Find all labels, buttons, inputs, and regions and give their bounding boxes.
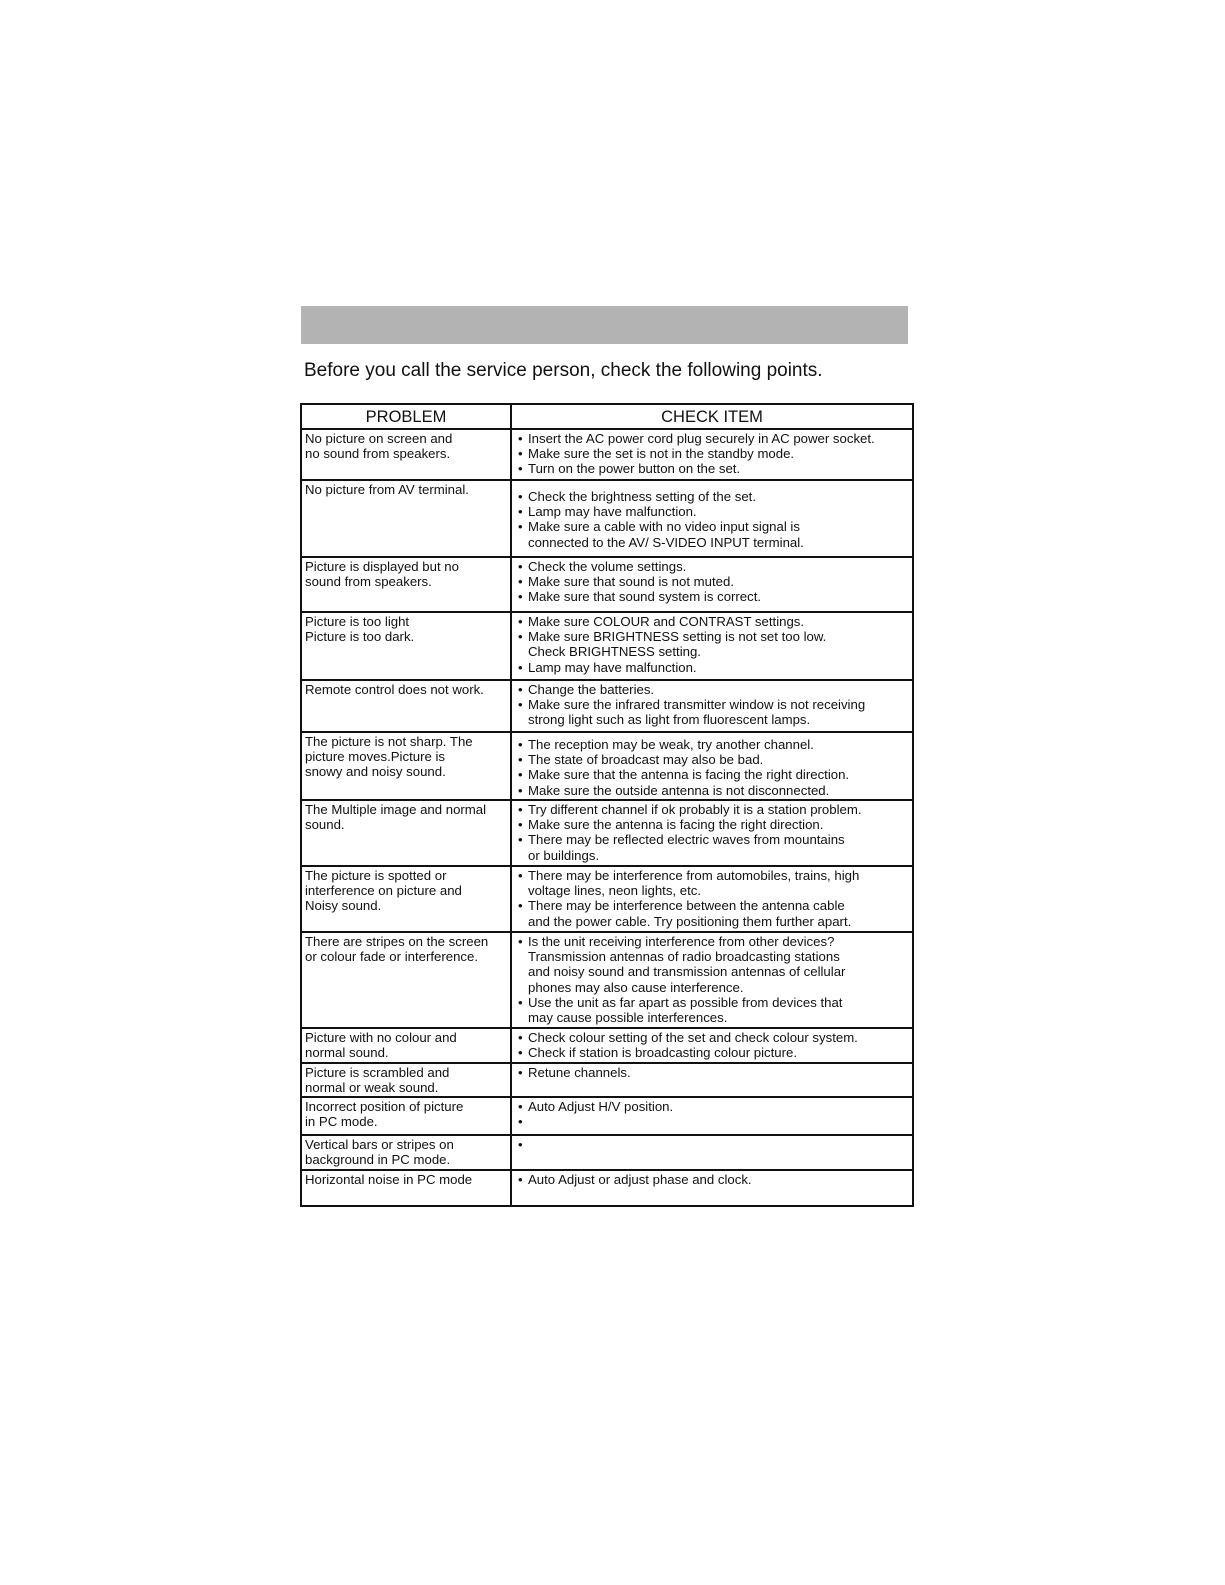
problem-cell <box>301 557 511 612</box>
check-item-text: Check the volume settings. <box>528 559 687 574</box>
check-item <box>518 697 910 727</box>
check-item-continuation: strong light such as light from fluorescent lamps. <box>528 712 811 728</box>
check-item-text: Make sure the outside antenna is not disconnected. <box>528 782 830 798</box>
bullet-icon: • <box>518 817 523 833</box>
check-item-cell <box>511 800 913 866</box>
bullet-icon: • <box>518 898 523 914</box>
check-item-cell <box>511 866 913 932</box>
check-item-text: There may be interference between the antenna cable <box>528 898 845 914</box>
check-item-continuation: phones may also cause interference. <box>528 979 744 995</box>
bullet-icon: • <box>518 589 523 605</box>
check-item-text: Make sure the infrared transmitter window is not receiving <box>528 697 866 713</box>
bullet-icon: • <box>518 614 523 629</box>
bullet-icon: • <box>518 832 523 848</box>
check-item-cell <box>511 557 913 612</box>
bullet-icon: • <box>518 461 523 477</box>
check-list <box>512 558 912 605</box>
problem-text: There are stripes on the screen or colour fade or interference. <box>305 934 489 965</box>
check-item <box>518 1065 910 1080</box>
check-list <box>512 613 912 675</box>
table-row <box>301 429 913 480</box>
check-item-text: Is the unit receiving interference from other devices? <box>528 934 835 949</box>
check-item-continuation: and the power cable. Try positioning them further apart. <box>528 913 852 929</box>
bullet-icon: • <box>518 802 523 817</box>
check-item-continuation: may cause possible interferences. <box>528 1010 728 1026</box>
problem-text: Horizontal noise in PC mode <box>305 1172 473 1187</box>
check-item <box>518 461 910 476</box>
bullet-icon: • <box>518 1099 523 1114</box>
problem-cell <box>301 1028 511 1063</box>
check-item <box>518 995 910 1025</box>
table-row <box>301 932 913 1028</box>
check-list <box>512 1171 912 1187</box>
check-item <box>518 519 910 549</box>
check-item <box>518 1172 910 1187</box>
check-item-text: Retune channels. <box>528 1065 631 1080</box>
problem-text: Incorrect position of picture in PC mode. <box>305 1099 464 1130</box>
check-item-text: Turn on the power button on the set. <box>528 461 741 477</box>
check-item-cell <box>511 1063 913 1097</box>
troubleshooting-table <box>300 403 914 1207</box>
bullet-icon: • <box>518 767 523 783</box>
bullet-icon: • <box>518 1172 523 1187</box>
check-item-cell <box>511 932 913 1028</box>
check-item-cell <box>511 1135 913 1170</box>
check-item-cell <box>511 732 913 800</box>
check-item <box>518 1114 910 1129</box>
check-item-text: Make sure COLOUR and CONTRAST settings. <box>528 614 805 629</box>
bullet-icon: • <box>518 629 523 645</box>
problem-text: Picture is displayed but no sound from speakers. <box>305 559 459 590</box>
check-item-text: Make sure BRIGHTNESS setting is not set too low. <box>528 629 827 645</box>
check-item <box>518 629 910 659</box>
check-item-text: Make sure that the antenna is facing the right direction. <box>528 767 850 783</box>
check-item-continuation: or buildings. <box>528 847 600 863</box>
table-row <box>301 1063 913 1097</box>
bullet-icon: • <box>518 431 523 446</box>
check-item <box>518 783 910 798</box>
check-item-column-header: CHECK ITEM <box>511 404 913 429</box>
check-item <box>518 817 910 832</box>
check-item-text: Try different channel if ok probably it is a station problem. <box>528 802 862 817</box>
problem-cell <box>301 1063 511 1097</box>
problem-text: No picture from AV terminal. <box>305 482 469 497</box>
check-list <box>512 430 912 477</box>
bullet-icon: • <box>518 868 523 883</box>
check-item <box>518 682 910 697</box>
check-list <box>512 933 912 1025</box>
check-item-text: There may be interference from automobiles, trains, high <box>528 868 860 883</box>
table-row <box>301 557 913 612</box>
check-item-cell <box>511 480 913 557</box>
bullet-icon: • <box>518 446 523 462</box>
bullet-icon: • <box>518 519 523 535</box>
table-row <box>301 680 913 732</box>
problem-cell <box>301 1170 511 1206</box>
check-list <box>512 1029 912 1060</box>
check-item-continuation: and noisy sound and transmission antennas of cellular <box>528 964 846 980</box>
problem-cell <box>301 1135 511 1170</box>
problem-text: The picture is spotted or interference on picture and Noisy sound. <box>305 868 462 914</box>
check-item-cell <box>511 680 913 732</box>
check-list <box>512 681 912 728</box>
check-item-cell <box>511 1097 913 1135</box>
bullet-icon: • <box>518 1137 523 1152</box>
check-item-text: Make sure the set is not in the standby mode. <box>528 446 795 462</box>
check-item-text: Auto Adjust H/V position. <box>528 1099 674 1114</box>
check-item <box>518 446 910 461</box>
check-item-text: Make sure that sound is not muted. <box>528 574 734 590</box>
bullet-icon: • <box>518 1045 523 1061</box>
problem-text: Picture is scrambled and normal or weak sound. <box>305 1065 450 1096</box>
check-item-text: Check colour setting of the set and check colour system. <box>528 1030 858 1045</box>
problem-cell <box>301 800 511 866</box>
table-row <box>301 1135 913 1170</box>
problem-text: Remote control does not work. <box>305 682 484 697</box>
check-item-text: Check the brightness setting of the set. <box>528 489 756 504</box>
check-item-text: Lamp may have malfunction. <box>528 504 697 520</box>
check-item-continuation: Transmission antennas of radio broadcasting stations <box>528 949 840 965</box>
check-list <box>512 867 912 929</box>
check-item-text: The reception may be weak, try another channel. <box>528 737 814 752</box>
table-row <box>301 1170 913 1206</box>
check-item-text: Lamp may have malfunction. <box>528 659 697 675</box>
check-item-cell <box>511 429 913 480</box>
problem-text: The Multiple image and normal sound. <box>305 802 487 833</box>
check-item <box>518 1137 910 1152</box>
check-item-text: Check if station is broadcasting colour picture. <box>528 1045 798 1061</box>
bullet-icon: • <box>518 659 523 675</box>
check-item <box>518 574 910 589</box>
bullet-icon: • <box>518 994 523 1010</box>
problem-cell <box>301 1097 511 1135</box>
check-list <box>512 801 912 863</box>
table-row <box>301 866 913 932</box>
bullet-icon: • <box>518 1065 523 1080</box>
table-row <box>301 1028 913 1063</box>
check-item-text: Change the batteries. <box>528 682 655 697</box>
check-item <box>518 660 910 675</box>
bullet-icon: • <box>518 737 523 752</box>
check-item-text: The state of broadcast may also be bad. <box>528 752 764 768</box>
table-row <box>301 612 913 680</box>
check-item-cell <box>511 1170 913 1206</box>
check-item <box>518 504 910 519</box>
check-item <box>518 898 910 928</box>
bullet-icon: • <box>518 752 523 768</box>
bullet-icon: • <box>518 574 523 590</box>
bullet-icon: • <box>518 782 523 798</box>
check-item-text: Make sure a cable with no video input signal is <box>528 519 800 535</box>
check-item-text: Auto Adjust or adjust phase and clock. <box>528 1172 752 1187</box>
check-item-text: Make sure the antenna is facing the right direction. <box>528 817 824 833</box>
check-list <box>512 481 912 550</box>
bullet-icon: • <box>518 682 523 697</box>
check-item-cell <box>511 612 913 680</box>
check-list <box>512 1098 912 1129</box>
problem-cell <box>301 429 511 480</box>
check-item-continuation: Check BRIGHTNESS setting. <box>528 644 701 660</box>
check-item-cell <box>511 1028 913 1063</box>
bullet-icon: • <box>518 697 523 713</box>
check-item-continuation: voltage lines, neon lights, etc. <box>528 883 702 899</box>
problem-cell <box>301 680 511 732</box>
check-item <box>518 802 910 817</box>
intro-text: Before you call the service person, check the following points. <box>304 360 823 381</box>
check-item <box>518 559 910 574</box>
check-item <box>518 614 910 629</box>
check-item <box>518 752 910 767</box>
table-row <box>301 732 913 800</box>
check-item <box>518 1030 910 1045</box>
check-item <box>518 1045 910 1060</box>
check-item <box>518 767 910 782</box>
problem-text: Picture with no colour and normal sound. <box>305 1030 457 1061</box>
problem-text: Vertical bars or stripes on background in PC mode. <box>305 1137 454 1168</box>
bullet-icon: • <box>518 504 523 520</box>
check-item <box>518 934 910 995</box>
bullet-icon: • <box>518 934 523 949</box>
check-item <box>518 832 910 862</box>
problem-cell <box>301 866 511 932</box>
check-item <box>518 489 910 504</box>
check-item <box>518 868 910 898</box>
table-row <box>301 480 913 557</box>
bullet-icon: • <box>518 1030 523 1045</box>
table-row <box>301 800 913 866</box>
check-list <box>512 1064 912 1080</box>
check-item <box>518 589 910 604</box>
problem-cell <box>301 612 511 680</box>
problem-cell <box>301 480 511 557</box>
check-item-text: Make sure that sound system is correct. <box>528 589 762 605</box>
check-item-text: There may be reflected electric waves from mountains <box>528 832 845 848</box>
check-item <box>518 737 910 752</box>
check-list <box>512 1136 912 1152</box>
problem-cell <box>301 932 511 1028</box>
bullet-icon: • <box>518 1114 523 1130</box>
bullet-icon: • <box>518 489 523 504</box>
check-list <box>512 733 912 798</box>
check-item <box>518 431 910 446</box>
problem-text: The picture is not sharp. The picture moves.Picture is snowy and noisy sound. <box>305 734 473 780</box>
problem-cell <box>301 732 511 800</box>
problem-text: Picture is too light Picture is too dark. <box>305 614 415 645</box>
check-item-text: Insert the AC power cord plug securely in AC power socket. <box>528 431 875 446</box>
table-header-row <box>301 404 913 429</box>
problem-text: No picture on screen and no sound from speakers. <box>305 431 453 462</box>
check-item-continuation: connected to the AV/ S-VIDEO INPUT terminal. <box>528 534 804 550</box>
problem-column-header: PROBLEM <box>301 404 511 429</box>
table-row <box>301 1097 913 1135</box>
check-item <box>518 1099 910 1114</box>
bullet-icon: • <box>518 559 523 574</box>
check-item-text: Use the unit as far apart as possible from devices that <box>528 994 843 1010</box>
section-title-banner <box>301 306 908 344</box>
